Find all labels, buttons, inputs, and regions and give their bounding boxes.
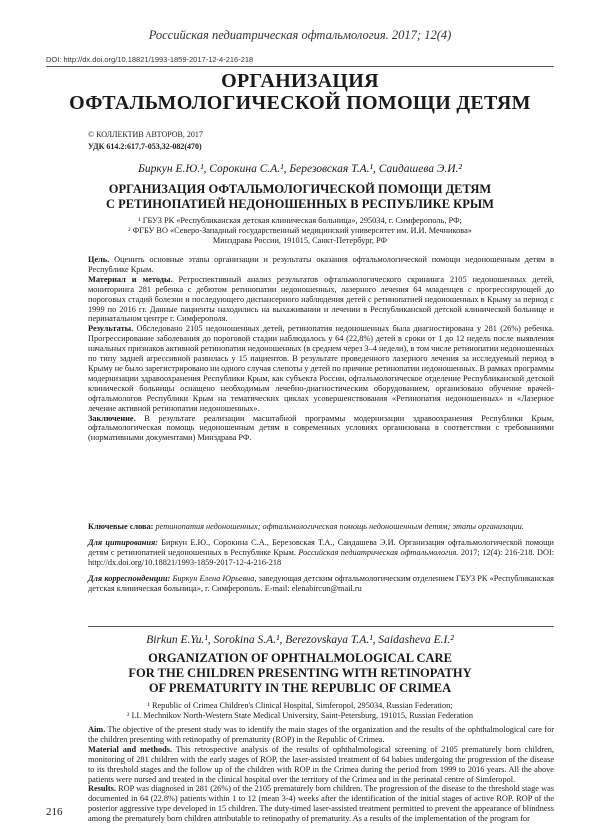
ru-methods bbox=[88, 275, 554, 325]
journal-header: Российская педиатрическая офтальмология. 2017; 12(4) bbox=[148, 28, 452, 42]
en-methods-label: Material and methods. bbox=[88, 744, 173, 754]
section-title-line-2: ОФТАЛЬМОЛОГИЧЕСКОЙ ПОМОЩИ ДЕТЯМ bbox=[69, 92, 531, 114]
ru-correspondence-name: Биркун Елена Юрьевна, bbox=[170, 574, 257, 583]
ru-conclusion bbox=[88, 414, 554, 444]
ru-abstract bbox=[88, 255, 554, 443]
ru-affiliation-2: ² ФГБУ ВО «Северо-Западный государственный медицинский университет им. И.И. Мечникова» bbox=[128, 226, 472, 235]
ru-affiliation-3: Минздрава России, 191015, Санкт-Петербург, РФ bbox=[212, 236, 388, 245]
language-divider bbox=[88, 626, 554, 627]
ru-affiliations bbox=[60, 216, 540, 246]
ru-correspondence bbox=[88, 574, 554, 594]
ru-citation bbox=[88, 538, 554, 568]
ru-article-title bbox=[46, 182, 554, 212]
en-affiliations bbox=[60, 701, 540, 721]
en-results-label: Results. bbox=[88, 784, 116, 794]
en-article-title bbox=[46, 651, 554, 696]
ru-aim-label: Цель. bbox=[88, 255, 110, 264]
ru-results-text: Обследовано 2105 недоношенных детей, ретинопатия недоношенных была диагностирована у 281 (26%) ребенка. Прогрессирование заболевания до пороговой стадии наблюдалось у 64 (22,8%) детей в сроки от 1 до 12 недель после выявления начальных признаков активной ретинопатии недоношенных (в среднем через 3–4 недели), в том числе ретинопатии недоношенных по типу задней агрессивной развилась у 15 пациентов. В результате проведенного лазерного лечения за исследуемый период в Крыму не было зарегистрировано ни одного случая слепоты у детей по причине ретинопатии недоношенных. В рамках программы модернизации здравоохранения Республики Крым, как субъекта России, офтальмологическое отделение Республиканской детской клинической больницы оснащено необходимым лечебно-диагностическим оборудованием, организовано обучение врачей-офтальмологов Республики Крым на тематических циклах усовершенствования «Ретинопатия недоношенных» и «Лазерное лечение активной ретинопатии недоношенных». bbox=[88, 324, 555, 413]
section-title bbox=[46, 70, 554, 114]
en-title-line-2: FOR THE CHILDREN PRESENTING WITH RETINOPATHY bbox=[128, 666, 472, 680]
doi-line[interactable]: DOI: http://dx.doi.org/10.18821/1993-1859-2017-12-4-216-218 bbox=[46, 55, 254, 64]
ru-methods-label: Материал и методы. bbox=[88, 274, 173, 284]
section-title-line-1: ОРГАНИЗАЦИЯ bbox=[221, 70, 379, 92]
ru-conclusion-label: Заключение. bbox=[88, 413, 136, 423]
en-aim-text: The objective of the present study was to identify the main stages of the organization and the results of the ophthalmological care for the children presenting with retinopathy of prematurity (ROP) in the Republic of Crimea. bbox=[88, 725, 554, 744]
en-results-text: ROP was diagnosed in 281 (26%) of the 2105 prematurely born children. The progression of the disease to the threshold stage was documented in 64 (22.8%) patients within 1 to 12 (mean 3-4) weeks after the identification of the initial stages of active ROP. ROP of the posterior aggressive type developed in 15 children. The duty-timed laser-assisted treatment permitted to prevent the appearance of blindness among the prematurely born children attributable to retinopathy of prematurity. As a results of the implementation of the program for bbox=[88, 784, 554, 824]
ru-correspondence-text[interactable]: заведующая детским офтальмологическим отделением ГБУЗ РК «Республиканская детская клиническая больница», г. Симферополь. E-mail: elenabircun@mail.ru bbox=[88, 574, 554, 593]
en-affiliation-1: ¹ Republic of Crimea Children's Clinical Hospital, Simferopol, 295034, Russian Federation; bbox=[147, 701, 453, 710]
en-aim bbox=[88, 725, 554, 745]
ru-keywords-text: ретинопатия недоношенных; офтальмологическая помощь недоношенным детям; этапы организации. bbox=[153, 522, 524, 531]
ru-keywords bbox=[88, 522, 554, 532]
ru-title-line-1: ОРГАНИЗАЦИЯ ОФТАЛЬМОЛОГИЧЕСКОЙ ПОМОЩИ ДЕТЯМ bbox=[108, 182, 492, 196]
ru-affiliation-1: ¹ ГБУЗ РК «Республиканская детская клиническая больница», 295034, г. Симферополь, РФ; bbox=[138, 216, 462, 225]
ru-correspondence-label: Для корреспонденции: bbox=[88, 574, 171, 583]
ru-methods-text: Ретроспективный анализ результатов офтальмологического скрининга 2105 недоношенных детей, мониторинга 281 ребенка с дебютом ретинопатии недоношенных, лазерного лечения 64 младенцев с прогрессирующей до пороговых стадий болезни и последующего диспансерного наблюдения детей с ретинопатией недоношенных в Крыму за период с 1999 по 2016 гг. Данные пациенты находились на выхаживании и лечении в Республиканской детской клинической больнице и перинатальном центре г. Симферополя. bbox=[88, 274, 554, 324]
copyright: © КОЛЛЕКТИВ АВТОРОВ, 2017 bbox=[88, 130, 203, 139]
header-rule bbox=[46, 66, 554, 67]
page-number: 216 bbox=[46, 806, 63, 818]
ru-results-label: Результаты. bbox=[88, 324, 134, 334]
ru-keywords-label: Ключевые слова: bbox=[88, 522, 154, 531]
ru-authors: Биркун Е.Ю.¹, Сорокина С.А.¹, Березовская Т.А.¹, Саидашева Э.И.² bbox=[138, 163, 462, 175]
ru-citation-tail[interactable]: 2017; 12(4): 216-218. DOI: http://dx.doi.org/10.18821/1993-1859-2017-12-4-216-218 bbox=[88, 548, 555, 567]
en-affiliation-2: ² I.I. Mechnikov North-Western State Medical University, Saint-Petersburg, 191015, Russian Federation bbox=[126, 711, 474, 720]
en-results bbox=[88, 784, 554, 824]
ru-aim-text: Оценить основные этапы организации и результаты оказания офтальмологической помощи недоношенным детям в Республике Крым. bbox=[88, 255, 554, 274]
ru-title-line-2: С РЕТИНОПАТИЕЙ НЕДОНОШЕННЫХ В РЕСПУБЛИКЕ КРЫМ bbox=[106, 197, 494, 211]
en-abstract bbox=[88, 725, 554, 824]
en-authors: Birkun E.Yu.¹, Sorokina S.A.¹, Berezovskaya T.A.¹, Saidasheva E.I.² bbox=[146, 634, 454, 646]
en-aim-label: Aim. bbox=[88, 725, 106, 734]
ru-citation-journal: Российская педиатрическая офтальмология. bbox=[298, 548, 459, 557]
udc-code: УДК 614.2:617,7-053,32-082(470) bbox=[88, 142, 202, 151]
ru-aim bbox=[88, 255, 554, 275]
en-title-line-3: OF PREMATURITY IN THE REPUBLIC OF CRIMEA bbox=[148, 681, 452, 695]
ru-results bbox=[88, 324, 554, 413]
ru-citation-label: Для цитирования: bbox=[88, 538, 159, 547]
en-methods bbox=[88, 745, 554, 785]
ru-meta-block bbox=[88, 522, 554, 600]
ru-conclusion-text: В результате реализации масштабной программы модернизации здравоохранения Республики Крым, офтальмологическая помощь недоношенным детям в современных условиях организована в соответствии с требованиями (нормативными документами) Минздрава РФ. bbox=[88, 413, 554, 443]
ru-citation-main: Биркун Е.Ю., Сорокина С.А., Березовская Т.А., Саидашева Э.И. Организация офтальмологической помощи детям с ретинопатией недоношенных в Республике Крым. bbox=[88, 538, 554, 557]
en-title-line-1: ORGANIZATION OF OPHTHALMOLOGICAL CARE bbox=[148, 651, 452, 665]
en-methods-text: This retrospective analysis of the results of ophthalmological screening of 2105 prematurely born children, monitoring of 281 children with the early stages of ROP, the laser-assisted treatment of 64 babies undergoing the progression of the disease to its threshold stages and the follow up of the children with ROP in the Crimea during the period from 1999 to 2016 years. All the above patients were nursed and treated in the clinical hospital over the territory of the Crimea and in the perinatal centre of Simferopol. bbox=[88, 744, 554, 784]
